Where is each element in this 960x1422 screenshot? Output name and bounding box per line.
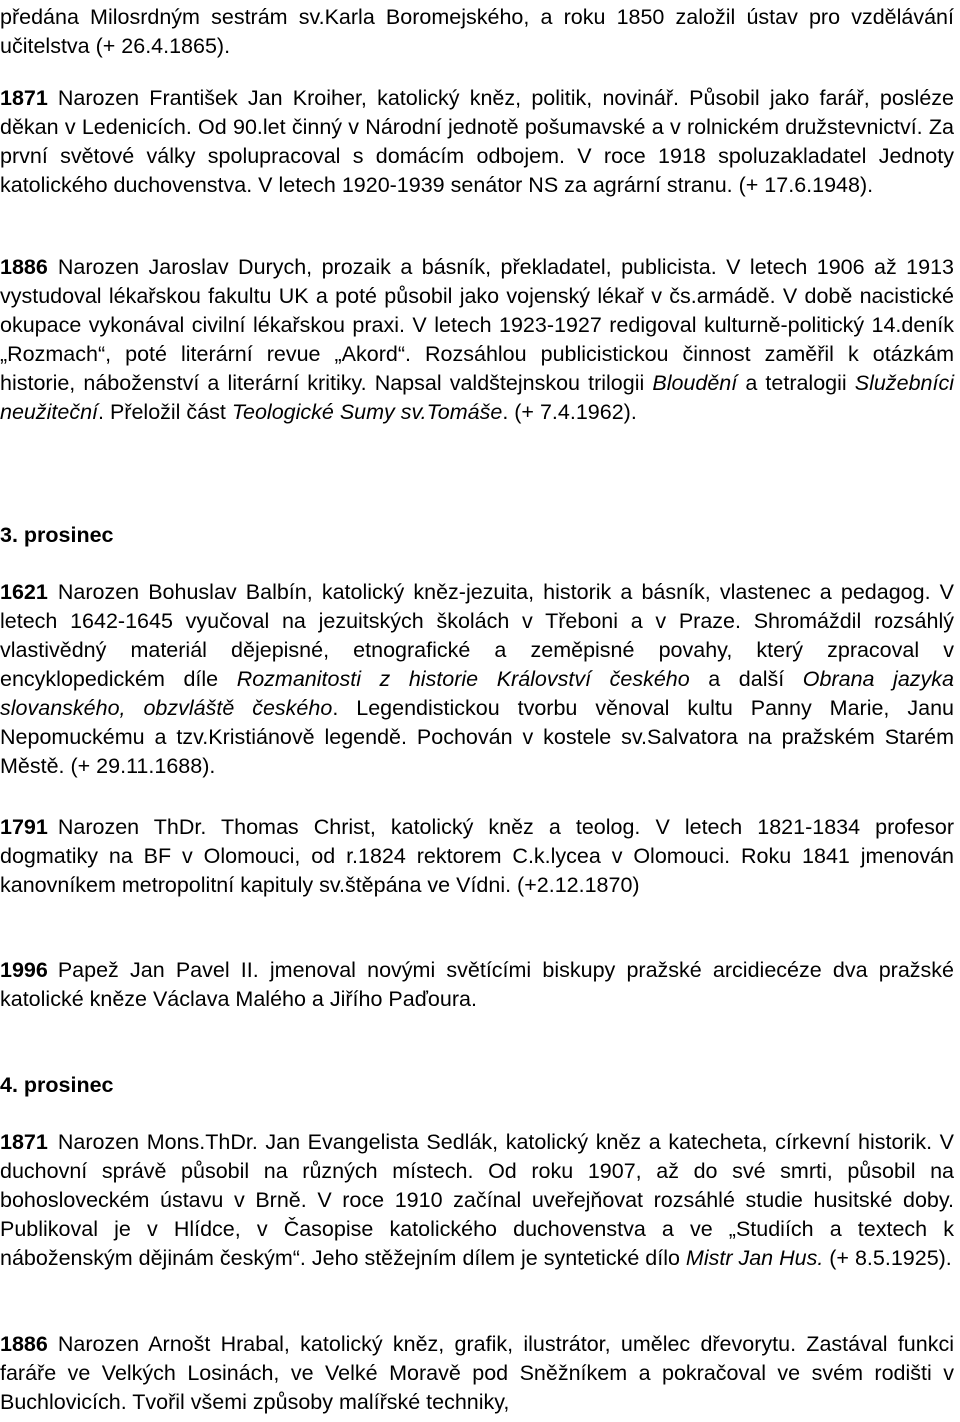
body-text: Papež Jan Pavel II. jmenoval novými světícími biskupy pražské arcidiecéze dva pražské katolické kněze Václava Malého a Jiřího Paďoura. [0,958,954,1011]
entry-1871-sedlak [0,1128,954,1273]
italic-title-text: Mistr Jan Hus. [685,1246,824,1270]
body-text: Narozen Mons.ThDr. Jan Evangelista Sedlák, katolický kněz a katecheta, církevní historik. V duchovní správě působil na různých místech. Od roku 1907, až do své smrti, působil na bohosloveckém ústavu v Brně. V roce 1910 začínal uveřejňovat rozsáhlé studie husitské doby. Publikoval je v Hlídce, v Časopise katolického duchovenstva a ve „Studiích a textech k náboženským dějinám českým“. Jeho stěžejním dílem je syntetické dílo [0,1130,954,1270]
year-label: 1886 [0,1332,48,1356]
entry-1791-christ [0,813,954,900]
entry-1871-kroiher [0,84,954,200]
year-label: 1791 [0,815,48,839]
body-text: Narozen Arnošt Hrabal, katolický kněz, grafik, ilustrátor, umělec dřevorytu. Zastával funkci faráře ve Velkých Losinách, ve Velké Moravě pod Sněžníkem a pokračoval ve svém rodišti v Buchlovicích. Tvořil všemi způsoby malířské techniky, [0,1332,954,1414]
body-text: . Legendistickou tvorbu věnoval kultu Panny Marie, Janu Nepomuckému a tzv.Kristiánově legendě. Pochován v kostele sv.Salvatora na pražském Starém Městě. (+ 29.11.1688). [0,696,954,778]
body-text: předána Milosrdným sestrám sv.Karla Boromejského, a roku 1850 založil ústav pro vzdělávání učitelstva (+ 26.4.1865). [0,5,954,58]
year-label: 1871 [0,1130,48,1154]
body-text: Narozen František Jan Kroiher, katolický kněz, politik, novinář. Působil jako farář, posléze děkan v Ledenicích. Od 90.let činný v Národní jednotě pošumavské a v rolnickém družstevnictví. Za první světové války spolupracoval s domácím odbojem. V roce 1918 spoluzakladatel Jednoty katolického duchovenstva. V letech 1920-1939 senátor NS za agrární stranu. (+ 17.6.1948). [0,86,954,197]
body-text: a další [689,667,803,691]
body-text: a tetralogii [737,371,855,395]
entry-1996-biskupove [0,956,954,1014]
body-text: . Přeložil část [98,400,232,424]
body-text: Narozen ThDr. Thomas Christ, katolický kněz a teolog. V letech 1821-1834 profesor dogmatiky na BF v Olomouci, od r.1824 rektorem C.k.lycea v Olomouci. Roku 1841 jmenován kanovníkem metropolitní kapituly sv.štěpána ve Vídni. (+2.12.1870) [0,815,954,897]
italic-title-text: Teologické Sumy sv.Tomáše [231,400,503,424]
body-text: . (+ 7.4.1962). [502,400,637,424]
body-text: (+ 8.5.1925). [823,1246,952,1270]
italic-title-text: Bloudění [652,371,738,395]
entry-1886-durych [0,253,954,427]
section-heading-3-prosinec: 3. prosinec [0,523,114,547]
body-text: Narozen Jaroslav Durych, prozaik a básník, překladatel, publicista. V letech 1906 až 1913 vystudoval lékařskou fakultu UK a poté působil jako vojenský lékař v čs.armádě. V době nacistické okupace vykonával civilní lékařskou praxi. V letech 1923-1927 redigoval kulturně-politický 14.deník „Rozmach“, poté literární revue „Akord“. Rozsáhlou publicistickou činnost zaměřil k otázkám historie, náboženství a literární kritiky. Napsal valdštejnskou trilogii [0,255,954,395]
year-label: 1871 [0,86,48,110]
italic-title-text: Služebníci neužiteční [0,371,954,424]
paragraph-intro [0,3,954,61]
year-label: 1621 [0,580,48,604]
entry-1621-balbin [0,578,954,781]
section-heading-4-prosinec: 4. prosinec [0,1073,114,1097]
italic-title-text: Obrana jazyka slovanského, obzvláště českého [0,667,954,720]
year-label: 1886 [0,255,48,279]
body-text: Narozen Bohuslav Balbín, katolický kněz-jezuita, historik a básník, vlastenec a pedagog. V letech 1642-1645 vyučoval na jezuitských školách v Třeboni a v Praze. Shromáždil rozsáhlý vlastivědný materiál dějepisné, etnografické a zeměpisné povahy, který zpracoval v encyklopedickém díle [0,580,954,691]
italic-title-text: Rozmanitosti z historie Království českého [236,667,690,691]
entry-1886-hrabal [0,1330,954,1417]
year-label: 1996 [0,958,48,982]
